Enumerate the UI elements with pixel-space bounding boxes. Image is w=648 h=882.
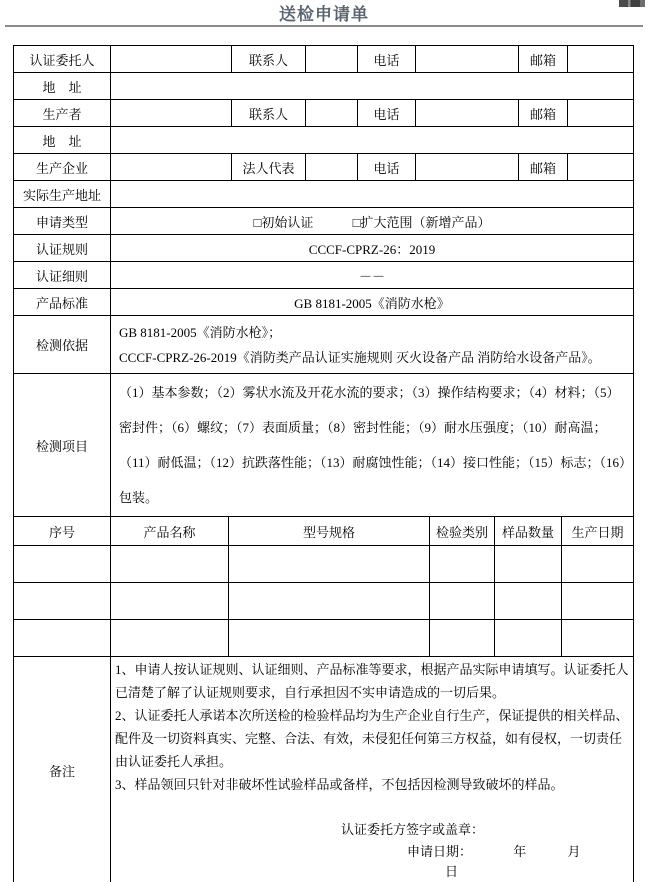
certification-rule-value: CCCF-CPRZ-26：2019 [111, 235, 634, 262]
corner-logo-fragment [619, 0, 645, 7]
label-address: 地 址 [14, 127, 111, 154]
contact-person-value-cell[interactable] [306, 46, 358, 73]
label-application-type: 申请类型 [14, 208, 111, 235]
product-cell-category[interactable] [430, 546, 495, 583]
label-certification-detail-rule: 认证细则 [14, 262, 111, 289]
page-title: 送检申请单 [279, 5, 369, 24]
product-row [14, 546, 634, 583]
row-product-standard [14, 289, 634, 316]
label-email: 邮箱 [519, 154, 568, 181]
test-items-text: （1）基本参数；（2）雾状水流及开花水流的要求；（3）操作结构要求；（4）材料；（5）密封件；（6）螺纹；（7）表面质量；（8）密封性能；（9）耐水压强度；（10）耐高温；（11）耐低温；（12）抗跌落性能；（13）耐腐蚀性能；（14）接口性能；（15）标志；（16）包装。 [119, 385, 626, 505]
remarks-table [13, 656, 634, 882]
document-header [5, 0, 643, 27]
product-cell-name[interactable] [111, 583, 229, 620]
header-sample-quantity: 样品数量 [495, 517, 562, 546]
application-date-label: 申请日期： [407, 844, 473, 859]
label-product-standard: 产品标准 [14, 289, 111, 316]
product-cell-date[interactable] [562, 583, 634, 620]
row-certification-rule [14, 235, 634, 262]
row-application-type [14, 208, 634, 235]
client-address-value-cell[interactable] [111, 73, 634, 100]
product-cell-category[interactable] [430, 620, 495, 657]
label-test-items: 检测项目 [14, 374, 111, 517]
product-cell-serial[interactable] [14, 546, 111, 583]
product-row [14, 620, 634, 657]
phone-value-cell[interactable] [416, 46, 519, 73]
certification-detail-rule-value: －－ [111, 262, 634, 289]
contact-person-value-cell[interactable] [306, 100, 358, 127]
date-unit-day: 日 [445, 864, 459, 879]
label-test-basis: 检测依据 [14, 316, 111, 374]
row-producer-address [14, 127, 634, 154]
label-phone: 电话 [358, 100, 416, 127]
product-cell-date[interactable] [562, 620, 634, 657]
header-model-spec: 型号规格 [229, 517, 430, 546]
phone-value-cell[interactable] [416, 154, 519, 181]
product-standard-value: GB 8181-2005《消防水枪》 [111, 289, 634, 316]
product-table-header-row [14, 517, 634, 546]
label-email: 邮箱 [519, 100, 568, 127]
product-cell-model[interactable] [229, 546, 430, 583]
label-address: 地 址 [14, 73, 111, 100]
label-phone: 电话 [358, 154, 416, 181]
certification-client-value-cell[interactable] [111, 46, 232, 73]
producer-value-cell[interactable] [111, 100, 232, 127]
date-unit-year: 年 [513, 844, 527, 859]
product-table [13, 516, 634, 657]
header-inspection-category: 检验类别 [430, 517, 495, 546]
header-serial-number: 序号 [14, 517, 111, 546]
row-producer [14, 100, 634, 127]
label-phone: 电话 [358, 46, 416, 73]
label-legal-representative: 法人代表 [232, 154, 306, 181]
phone-value-cell[interactable] [416, 100, 519, 127]
row-client-address [14, 73, 634, 100]
product-cell-category[interactable] [430, 583, 495, 620]
product-cell-quantity[interactable] [495, 620, 562, 657]
date-unit-month: 月 [567, 844, 581, 859]
label-actual-production-address: 实际生产地址 [14, 181, 111, 208]
info-table [13, 45, 634, 517]
remark-item-1: 1、申请人按认证规则、认证细则、产品标准等要求，根据产品实际申请填写。认证委托人已清楚了解了认证规则要求，自行承担因不实申请造成的一切后果。 [115, 662, 629, 700]
product-cell-serial[interactable] [14, 583, 111, 620]
product-cell-quantity[interactable] [495, 546, 562, 583]
producer-address-value-cell[interactable] [111, 127, 634, 154]
manufacturer-value-cell[interactable] [111, 154, 232, 181]
label-manufacturer: 生产企业 [14, 154, 111, 181]
product-cell-name[interactable] [111, 620, 229, 657]
row-remarks [14, 657, 634, 882]
label-certification-client: 认证委托人 [14, 46, 111, 73]
actual-production-address-value-cell[interactable] [111, 181, 634, 208]
header-production-date: 生产日期 [562, 517, 634, 546]
header-product-name: 产品名称 [111, 517, 229, 546]
label-certification-rule: 认证规则 [14, 235, 111, 262]
row-manufacturer [14, 154, 634, 181]
product-cell-model[interactable] [229, 620, 430, 657]
product-row [14, 583, 634, 620]
row-actual-production-address [14, 181, 634, 208]
row-certification-detail-rule [14, 262, 634, 289]
product-cell-name[interactable] [111, 546, 229, 583]
label-remarks: 备注 [14, 657, 111, 882]
product-cell-serial[interactable] [14, 620, 111, 657]
product-cell-model[interactable] [229, 583, 430, 620]
label-producer: 生产者 [14, 100, 111, 127]
remark-item-2: 2、认证委托人承诺本次所送检的检验样品均为生产企业自行生产，保证提供的相关样品、配件及一切资料真实、完整、合法、有效，未侵犯任何第三方权益，如有侵权，一切责任由认证委托人承担。 [115, 708, 629, 769]
row-test-items [14, 374, 634, 517]
test-basis-line: GB 8181-2005《消防水枪》； [119, 324, 282, 340]
row-certification-client [14, 46, 634, 73]
label-contact-person: 联系人 [232, 46, 306, 73]
legal-representative-value-cell[interactable] [306, 154, 358, 181]
product-cell-date[interactable] [562, 546, 634, 583]
row-test-basis [14, 316, 634, 374]
label-contact-person: 联系人 [232, 100, 306, 127]
email-value-cell[interactable] [568, 154, 634, 181]
product-cell-quantity[interactable] [495, 583, 562, 620]
label-email: 邮箱 [519, 46, 568, 73]
checkbox-option-initial-certification[interactable]: □初始认证 [253, 214, 314, 230]
signature-label: 认证委托方签字或盖章： [341, 822, 485, 837]
checkbox-option-expand-scope[interactable]: □扩大范围（新增产品） [352, 214, 491, 230]
email-value-cell[interactable] [568, 46, 634, 73]
email-value-cell[interactable] [568, 100, 634, 127]
remark-item-3: 3、样品领回只针对非破坏性试验样品或备样，不包括因检测导致破坏的样品。 [115, 777, 564, 792]
test-basis-line: CCCF-CPRZ-26-2019《消防类产品认证实施规则 灭火设备产品 消防给水设备产品》。 [119, 349, 601, 365]
